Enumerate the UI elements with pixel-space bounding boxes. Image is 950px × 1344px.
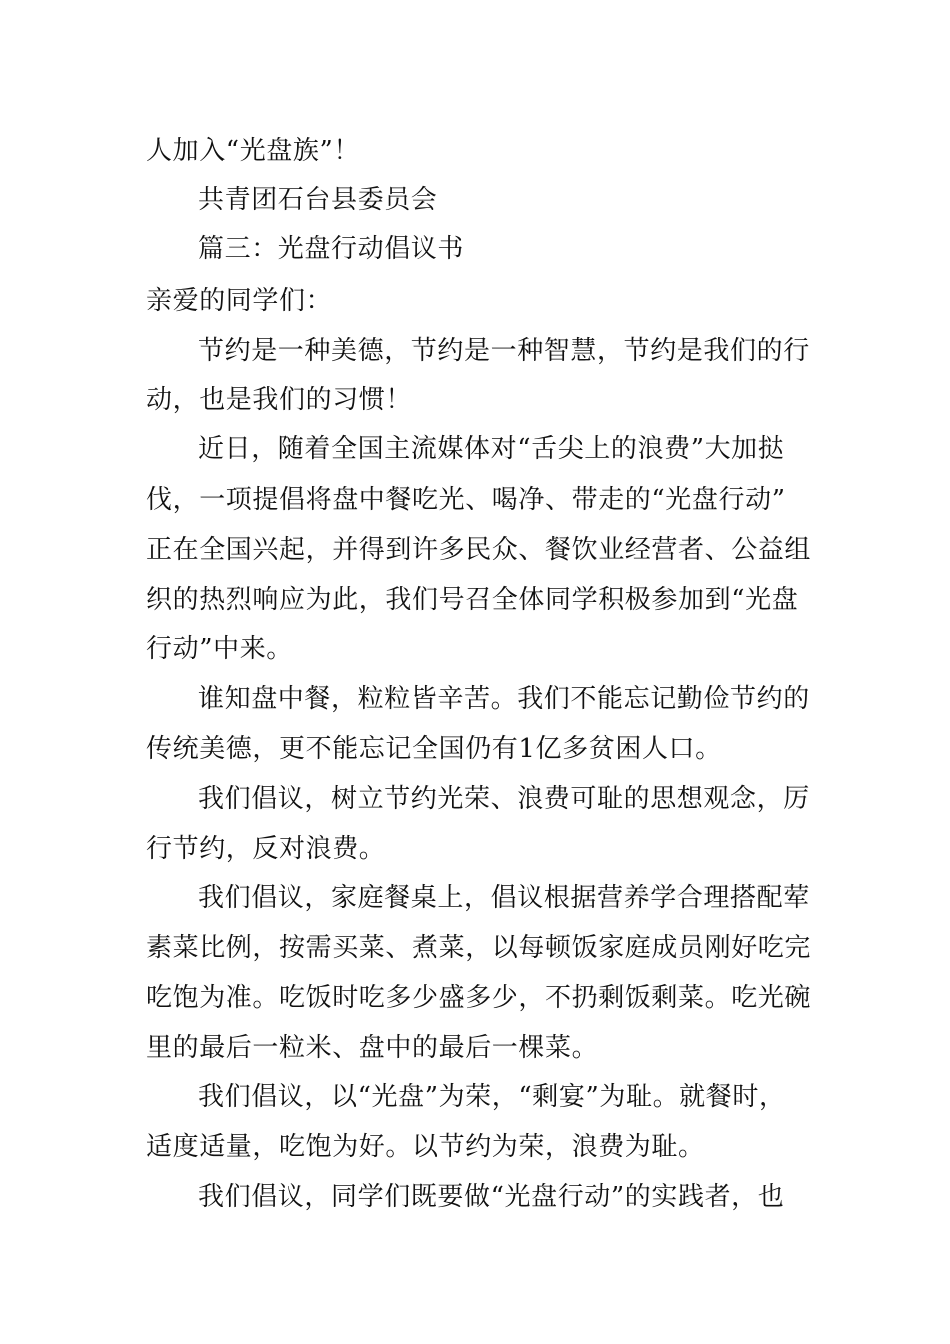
text-line: 吃饱为准。吃饭时吃多少盛多少，不扔剩饭剩菜。吃光碗 — [146, 983, 812, 1013]
text-line: 我们倡议，以“光盘”为荣，“剩宴”为耻。就餐时， — [198, 1082, 786, 1112]
text-line: 谁知盘中餐，粒粒皆辛苦。我们不能忘记勤俭节约的 — [198, 684, 810, 714]
text-line: 我们倡议，树立节约光荣、浪费可耻的思想观念，厉 — [198, 784, 810, 814]
text-line: 传统美德，更不能忘记全国仍有1亿多贫困人口。 — [146, 734, 722, 764]
text-line: 行节约，反对浪费。 — [146, 834, 386, 864]
text-line: 素菜比例，按需买菜、煮菜，以每顿饭家庭成员刚好吃完 — [146, 933, 812, 963]
text-line: 织的热烈响应为此，我们号召全体同学积极参加到“光盘 — [146, 585, 799, 615]
signature-line: 共青团石台县委员会 — [198, 185, 438, 215]
text-line: 我们倡议，家庭餐桌上，倡议根据营养学合理搭配荤 — [198, 883, 810, 913]
salutation: 亲爱的同学们： — [146, 286, 333, 316]
text-line: 节约是一种美德，节约是一种智慧，节约是我们的行 — [198, 336, 810, 366]
section-heading: 篇三：光盘行动倡议书 — [198, 234, 465, 264]
text-line: 里的最后一粒米、盘中的最后一棵菜。 — [146, 1033, 599, 1063]
text-line: 适度适量，吃饱为好。以节约为荣，浪费为耻。 — [146, 1132, 705, 1162]
text-line: 伐，一项提倡将盘中餐吃光、喝净、带走的“光盘行动” — [146, 485, 786, 515]
text-line: 行动”中来。 — [146, 634, 293, 664]
text-line: 我们倡议，同学们既要做“光盘行动”的实践者，也 — [198, 1182, 785, 1212]
text-line: 人加入“光盘族”！ — [146, 136, 360, 166]
text-line: 近日，随着全国主流媒体对“舌尖上的浪费”大加挞 — [198, 434, 785, 464]
text-line: 动，也是我们的习惯！ — [146, 385, 413, 415]
text-line: 正在全国兴起，并得到许多民众、餐饮业经营者、公益组 — [146, 535, 812, 565]
